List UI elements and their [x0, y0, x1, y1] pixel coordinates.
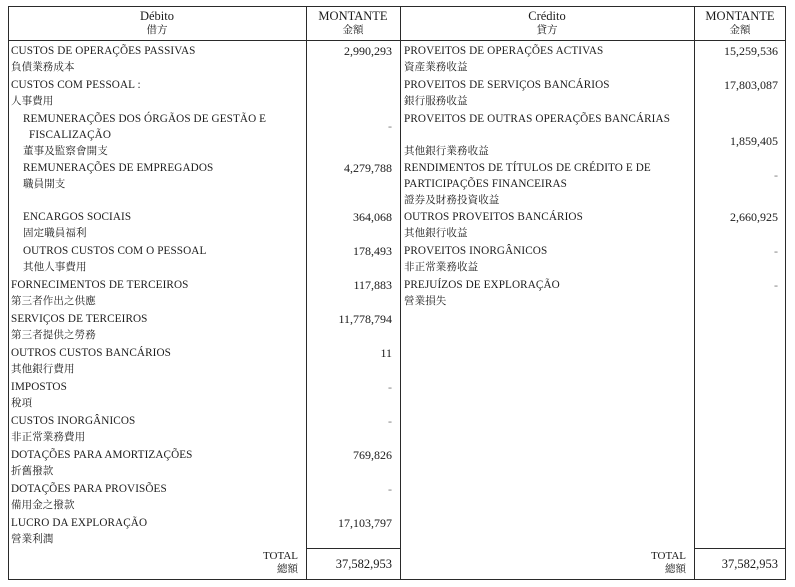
credit-row-amount: 1,859,405	[730, 134, 778, 148]
debit-row-label: DOTAÇÕES PARA PROVISÕES	[11, 483, 167, 495]
debit-amount-header	[306, 9, 400, 37]
amount-header-zh: 金額	[342, 24, 364, 36]
debit-header-pt: Débito	[139, 9, 175, 23]
debit-row-amount: 11	[380, 346, 392, 360]
debit-row-label: REMUNERAÇÕES DE EMPREGADOS	[23, 162, 214, 174]
credit-row-label: OUTROS PROVEITOS BANCÁRIOS	[404, 211, 583, 223]
debit-row-amount: 4,279,788	[344, 161, 392, 175]
credit-row-label: PROVEITOS DE OUTRAS OPERAÇÕES BANCÁRIAS	[404, 113, 671, 125]
debit-row-amount: 11,778,794	[338, 312, 392, 326]
debit-row-label: FORNECIMENTOS DE TERCEIROS	[11, 279, 189, 291]
credit-total-label: TOTAL 總額	[651, 550, 686, 575]
debit-row-amount: 2,990,293	[344, 44, 392, 58]
credit-row-amount: 15,259,536	[724, 44, 778, 58]
credit-row-amount: -	[774, 168, 778, 182]
debit-row-label-zh: 人事費用	[11, 95, 54, 107]
credit-row-label-zh: 其他銀行業務收益	[404, 145, 489, 157]
debit-row-amount: 17,103,797	[338, 516, 392, 530]
debit-total-value: 37,582,953	[335, 557, 392, 571]
debit-row-label-zh: 稅項	[11, 397, 33, 409]
credit-row-label-zh: 其他銀行收益	[404, 227, 468, 239]
debit-row-amount: 364,068	[353, 210, 392, 224]
credit-header-zh: 貸方	[536, 24, 558, 36]
debit-row-label-zh: 負債業務成本	[11, 61, 75, 73]
credit-row-label-zh: 銀行服務收益	[404, 95, 468, 107]
debit-row-amount: 117,883	[353, 278, 392, 292]
debit-total-label: TOTAL 總額	[263, 550, 298, 575]
debit-row-amount: -	[388, 380, 392, 394]
header-divider	[8, 40, 786, 41]
debit-row-label-zh: 營業利潤	[11, 533, 54, 545]
debit-row-label: LUCRO DA EXPLORAÇÃO	[11, 517, 148, 529]
debit-row-label: CUSTOS DE OPERAÇÕES PASSIVAS	[11, 45, 196, 57]
credit-row-label: PROVEITOS INORGÂNICOS	[404, 245, 548, 257]
debit-header	[8, 9, 306, 37]
debit-row-amount: -	[388, 482, 392, 496]
debit-row-amount: 769,826	[353, 448, 392, 462]
debit-row-label: SERVIÇOS DE TERCEIROS	[11, 313, 148, 325]
column-divider	[306, 6, 307, 580]
debit-row-label-zh: 職員開支	[23, 178, 66, 190]
credit-row-label: RENDIMENTOS DE TÍTULOS DE CRÉDITO E DE	[404, 162, 651, 174]
debit-row-amount: -	[388, 414, 392, 428]
credit-header-pt: Crédito	[528, 9, 566, 23]
credit-row-label-zh: 證券及財務投資收益	[404, 194, 500, 206]
debit-row-label-zh: 備用金之撥款	[11, 499, 75, 511]
amount-header-pt: MONTANTE	[318, 9, 388, 23]
credit-row-label-zh: 營業損失	[404, 295, 447, 307]
debit-row-label-zh: 董事及監察會開支	[23, 145, 108, 157]
column-divider	[694, 6, 695, 580]
credit-row-label: PROVEITOS DE OPERAÇÕES ACTIVAS	[404, 45, 604, 57]
credit-row-amount: 17,803,087	[724, 78, 778, 92]
credit-row-label-cont: PARTICIPAÇÕES FINANCEIRAS	[404, 178, 567, 190]
credit-total-value: 37,582,953	[721, 557, 778, 571]
debit-row-label-zh: 折舊撥款	[11, 465, 54, 477]
debit-row-label: REMUNERAÇÕES DOS ÓRGÃOS DE GESTÃO E	[23, 113, 267, 125]
debit-row-label: IMPOSTOS	[11, 381, 67, 393]
credit-row-amount: -	[774, 278, 778, 292]
credit-row-amount: 2,660,925	[730, 210, 778, 224]
debit-row-label-cont: FISCALIZAÇÃO	[29, 129, 112, 141]
amount-header-zh: 金額	[729, 24, 751, 36]
column-divider	[400, 6, 401, 580]
debit-row-label: OUTROS CUSTOS COM O PESSOAL	[23, 245, 207, 257]
debit-row-label: DOTAÇÕES PARA AMORTIZAÇÕES	[11, 449, 193, 461]
debit-row-label: CUSTOS INORGÂNICOS	[11, 415, 136, 427]
credit-row-label: PREJUÍZOS DE EXPLORAÇÃO	[404, 279, 560, 291]
credit-row-label-zh: 非正常業務收益	[404, 261, 479, 273]
debit-row-label-zh: 其他人事費用	[23, 261, 87, 273]
credit-row-amount: -	[774, 244, 778, 258]
debit-header-zh: 借方	[146, 24, 168, 36]
profit-loss-statement	[8, 6, 786, 580]
debit-row-label-zh: 其他銀行費用	[11, 363, 75, 375]
debit-row-label-zh: 第三者作出之供應	[11, 295, 96, 307]
credit-header	[400, 9, 694, 37]
amount-header-pt: MONTANTE	[705, 9, 775, 23]
debit-row-label: OUTROS CUSTOS BANCÁRIOS	[11, 347, 171, 359]
debit-row-label-zh: 固定職員福利	[23, 227, 87, 239]
debit-row-label-zh: 非正常業務費用	[11, 431, 86, 443]
credit-amount-header	[694, 9, 786, 37]
credit-row-label-zh: 資產業務收益	[404, 61, 468, 73]
credit-row-label: PROVEITOS DE SERVIÇOS BANCÁRIOS	[404, 79, 610, 91]
debit-row-amount: -	[388, 119, 392, 133]
debit-row-label: CUSTOS COM PESSOAL :	[11, 79, 141, 91]
debit-row-amount: 178,493	[353, 244, 392, 258]
debit-row-label-zh: 第三者提供之勞務	[11, 329, 96, 341]
debit-row-label: ENCARGOS SOCIAIS	[23, 211, 132, 223]
